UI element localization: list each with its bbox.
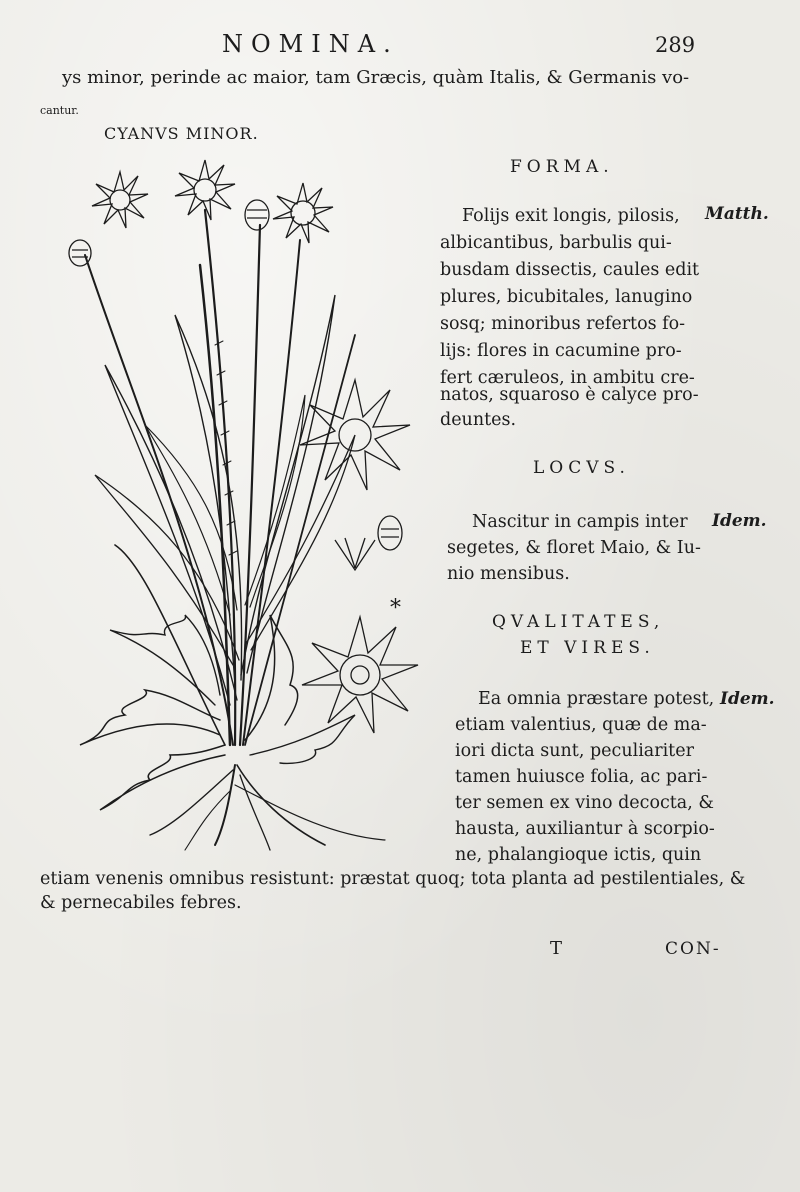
forma-line: albicantibus, barbulis qui-	[440, 233, 672, 253]
margin-note-forma: Matth.	[705, 204, 769, 224]
forma-line: fert cæruleos, in ambitu cre-	[440, 368, 695, 388]
catchword: CON-	[665, 939, 721, 959]
signature-mark: T	[550, 938, 563, 959]
forma-line: natos, squaroso è calyce pro-	[440, 385, 699, 405]
running-head: NOMINA.	[222, 30, 399, 58]
show-through-text	[40, 945, 760, 1075]
page-number: 289	[655, 33, 696, 57]
forma-line: Folijs exit longis, pilosis,	[462, 206, 680, 226]
qualitates-line: ter semen ex vino decocta, &	[455, 793, 714, 813]
locus-line: Nascitur in campis inter	[472, 512, 688, 532]
full-width-line: & pernecabiles febres.	[40, 893, 242, 913]
full-width-line: etiam venenis omnibus resistunt: præstat quoq; tota planta ad pestilentiales, &	[40, 869, 746, 889]
heading-forma: FORMA.	[510, 157, 614, 177]
qualitates-line: tamen huiusce folia, ac pari-	[455, 767, 708, 787]
asterisk-mark: *	[390, 596, 401, 621]
continuation-line: ys minor, perinde ac maior, tam Græcis, quàm Italis, & Germanis vo-	[62, 67, 690, 88]
forma-line: plures, bicubitales, lanugino	[440, 287, 693, 307]
qualitates-line: iori dicta sunt, peculiariter	[455, 741, 694, 761]
heading-locus: LOCVS.	[533, 458, 630, 478]
qualitates-line: Ea omnia præstare potest,	[478, 689, 715, 709]
margin-note-qualitates: Idem.	[720, 689, 775, 709]
qualitates-line: etiam valentius, quæ de ma-	[455, 715, 707, 735]
forma-line: lijs: flores in cacumine pro-	[440, 341, 682, 361]
locus-line: nio mensibus.	[447, 564, 570, 584]
locus-line: segetes, & floret Maio, & Iu-	[447, 538, 701, 558]
plant-title: CYANVS MINOR.	[104, 124, 259, 143]
margin-note-locus: Idem.	[712, 511, 767, 531]
heading-qualitates: QVALITATES,	[492, 612, 665, 632]
continuation-word: cantur.	[40, 104, 79, 117]
forma-line: busdam dissectis, caules edit	[440, 260, 700, 280]
forma-line: sosq; minoribus refertos fo-	[440, 314, 686, 334]
qualitates-line: ne, phalangioque ictis, quin	[455, 845, 702, 865]
forma-line: deuntes.	[440, 410, 517, 430]
cornflower-woodcut-icon	[55, 145, 435, 865]
qualitates-line: hausta, auxiliantur à scorpio-	[455, 819, 715, 839]
heading-vires: ET VIRES.	[520, 638, 655, 658]
